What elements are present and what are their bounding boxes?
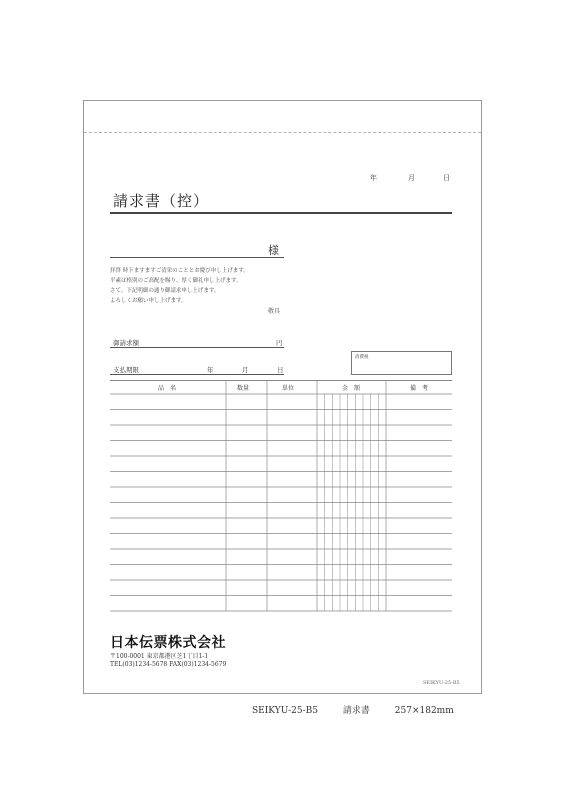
document-title: 請求書（控） [113, 192, 210, 210]
header-unit: 単位 [282, 385, 295, 392]
greeting-line: 拝啓 時下ますますご清栄のこととお慶び申し上げます。 [110, 268, 249, 274]
tax-label: 消費税 [355, 355, 369, 360]
addressee-suffix: 様 [268, 244, 279, 257]
product-footer [252, 703, 476, 716]
billing-amount-label: 御請求額 [113, 339, 139, 347]
addressee-line [110, 257, 284, 258]
title-underline [110, 212, 452, 214]
date-day-label: 日 [443, 174, 450, 182]
issue-date [360, 173, 455, 183]
date-year-label: 年 [370, 174, 377, 182]
billing-amount-unit: 円 [276, 339, 283, 347]
payment-due-label: 支払期限 [113, 366, 139, 374]
perforation-line [84, 132, 481, 133]
form-code: SEIKYU-25-B5 [423, 680, 460, 686]
header-item: 品 名 [158, 385, 177, 392]
header-qty: 数量 [237, 385, 250, 392]
closing-text: 敬具 [268, 308, 281, 315]
company-address: 〒100-0001 東京都港区芝1丁目1-1 [110, 653, 209, 660]
footer-code: SEIKYU-25-B5 [252, 706, 319, 716]
company-name: 日本伝票株式会社 [110, 635, 226, 651]
header-remarks: 備 考 [410, 385, 429, 392]
payment-due-line [110, 374, 284, 375]
billing-amount-line [110, 347, 284, 348]
items-table [110, 380, 452, 623]
tax-box [351, 351, 452, 375]
greeting-line: よろしくお願い申し上げます。 [110, 298, 187, 304]
footer-size: 257×182mm [394, 706, 454, 716]
header-amount: 金 額 [342, 385, 361, 392]
greeting-line: 平素は格別のご高配を賜り、厚く御礼申し上げます。 [110, 278, 242, 284]
table-grid [110, 380, 452, 623]
payment-due-year: 年 [207, 366, 214, 374]
greeting-text [110, 266, 320, 306]
date-month-label: 月 [408, 174, 415, 182]
company-tel-fax: TEL(03)1234-5678 FAX(03)1234-5679 [110, 661, 227, 668]
greeting-line: さて、下記明細の通り御請求申し上げます。 [110, 288, 220, 294]
payment-due-day: 日 [277, 366, 284, 374]
footer-name: 請求書 [342, 706, 370, 716]
payment-due-month: 月 [242, 366, 249, 374]
